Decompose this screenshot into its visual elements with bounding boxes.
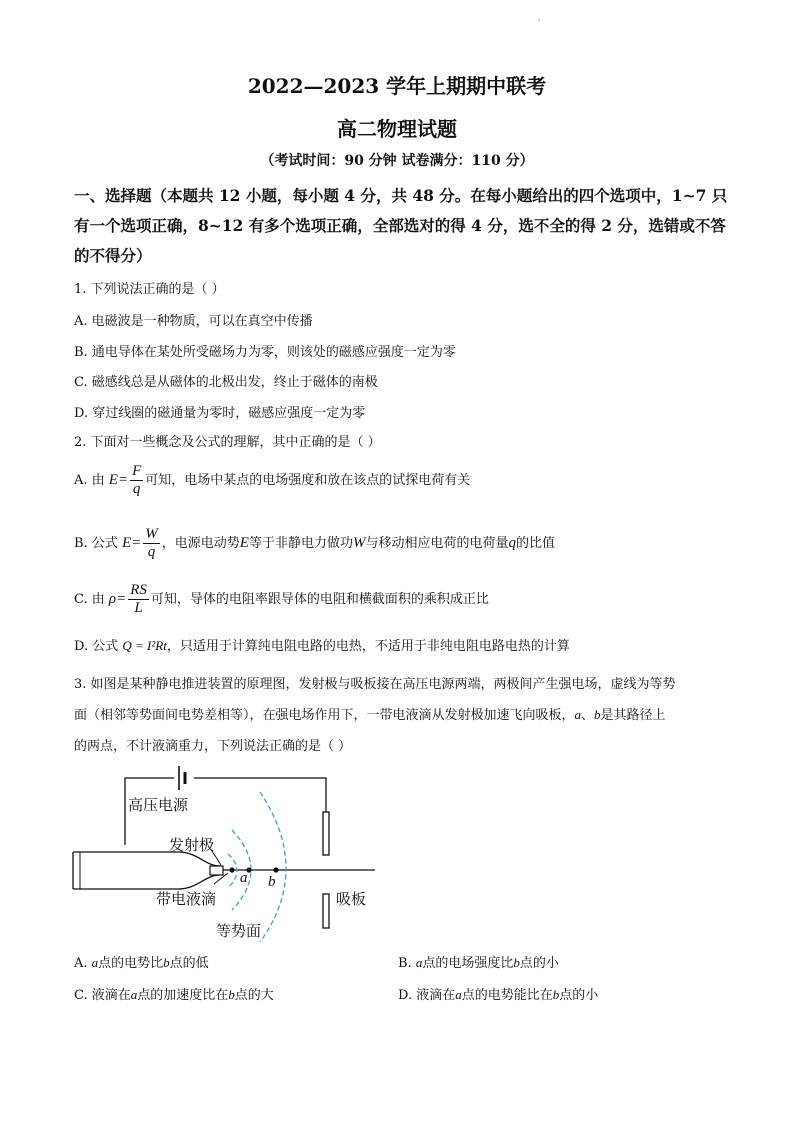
section-heading-line1: 一、选择题（本题共 12 小题，每小题 4 分，共 48 分。在每小题给出的四个选项中，1~7 只 xyxy=(74,186,728,205)
droplet-label: 带电液滴 xyxy=(156,890,217,908)
fraction: $\frac{W}{q}$ xyxy=(145,526,158,560)
q1-stem: 1. 下列说法正确的是（ ） xyxy=(74,282,225,297)
q3-stem-line1: 3. 如图是某种静电推进装置的原理图，发射极与吸板接在高压电源两端，两极间产生强电场，虚线为等势 xyxy=(74,677,676,692)
q2-option-c: C. 由 ρ= $\frac{RS}{L}$ 可知，导体的电阻率跟导体的电阻和横截面积的乘积成正比 xyxy=(74,582,489,616)
exam-title: 2022—2023 学年上期期中联考 xyxy=(247,74,547,98)
equipotential-label: 等势面 xyxy=(216,922,262,940)
equipotential-line-3 xyxy=(260,792,286,942)
q3-option-b: B. a点的电场强度比b点的小 xyxy=(398,955,559,971)
q2-option-a: A. 由 E= $\frac{F}{q}$ 可知，电场中某点的电场强度和放在该点的试探电荷有关 xyxy=(74,463,471,497)
section-heading-line2: 有一个选项正确，8~12 有多个选项正确，全部选对的得 4 分，选不全的得 2 分，选错或不答 xyxy=(74,216,726,235)
q1-option-c: C. 磁感线总是从磁体的北极出发，终止于磁体的南极 xyxy=(74,375,378,390)
electrostatic-thruster-figure xyxy=(70,762,390,942)
q2-option-b: B. 公式 E= $\frac{W}{q}$ ，电源电动势E等于非静电力做功W与移动相应电荷的电荷量q的比值 xyxy=(74,526,555,560)
point-a-dot xyxy=(229,867,234,872)
power-supply-label: 高压电源 xyxy=(128,796,189,814)
q3-stem-line3: 的两点，不计液滴重力，下列说法正确的是（ ） xyxy=(74,739,352,754)
q1-option-a: A. 电磁波是一种物质，可以在真空中传播 xyxy=(74,314,313,329)
q2-stem: 2. 下面对一些概念及公式的理解，其中正确的是（ ） xyxy=(74,435,381,450)
fraction: $\frac{RS}{L}$ xyxy=(130,582,147,616)
section-heading-line3: 的不得分） xyxy=(74,246,152,265)
point-b-dot xyxy=(273,867,278,872)
absorber-plate-upper xyxy=(323,812,329,855)
exam-subject: 高二物理试题 xyxy=(337,117,457,141)
emitter-nozzle-bottom xyxy=(178,875,220,889)
point-a-label: a xyxy=(240,870,248,886)
absorber-label: 吸板 xyxy=(336,890,367,908)
q3-option-d: D. 液滴在a点的电势能比在b点的小 xyxy=(398,987,599,1003)
fraction: $\frac{F}{q}$ xyxy=(132,463,142,497)
emitter-label: 发射极 xyxy=(169,836,215,854)
q3-option-a: A. a点的电势比b点的低 xyxy=(74,955,209,971)
q2-option-d: D. 公式 Q = I²Rt，只适用于计算纯电阻电路的电热，不适用于非纯电阻电路电热的计算 xyxy=(74,638,570,654)
emitter-tip xyxy=(210,866,223,875)
point-b-label: b xyxy=(268,874,276,890)
q1-option-b: B. 通电导体在某处所受磁场力为零，则该处的磁感应强度一定为零 xyxy=(74,345,456,360)
exam-info: （考试时间：90 分钟 试卷满分：110 分） xyxy=(260,153,534,169)
figure-svg xyxy=(70,762,390,942)
q3-stem-line2: 面（相邻等势面间电势差相等），在强电场作用下，一带电液滴从发射极加速飞向吸板，a、b是其路径上 xyxy=(74,707,666,723)
wire-right xyxy=(194,778,326,812)
q1-option-d: D. 穿过线圈的磁通量为零时，磁感应强度一定为零 xyxy=(74,406,366,421)
scan-speck xyxy=(538,19,540,21)
absorber-plate-lower xyxy=(323,894,329,928)
q3-option-c: C. 液滴在a点的加速度比在b点的大 xyxy=(74,987,274,1003)
